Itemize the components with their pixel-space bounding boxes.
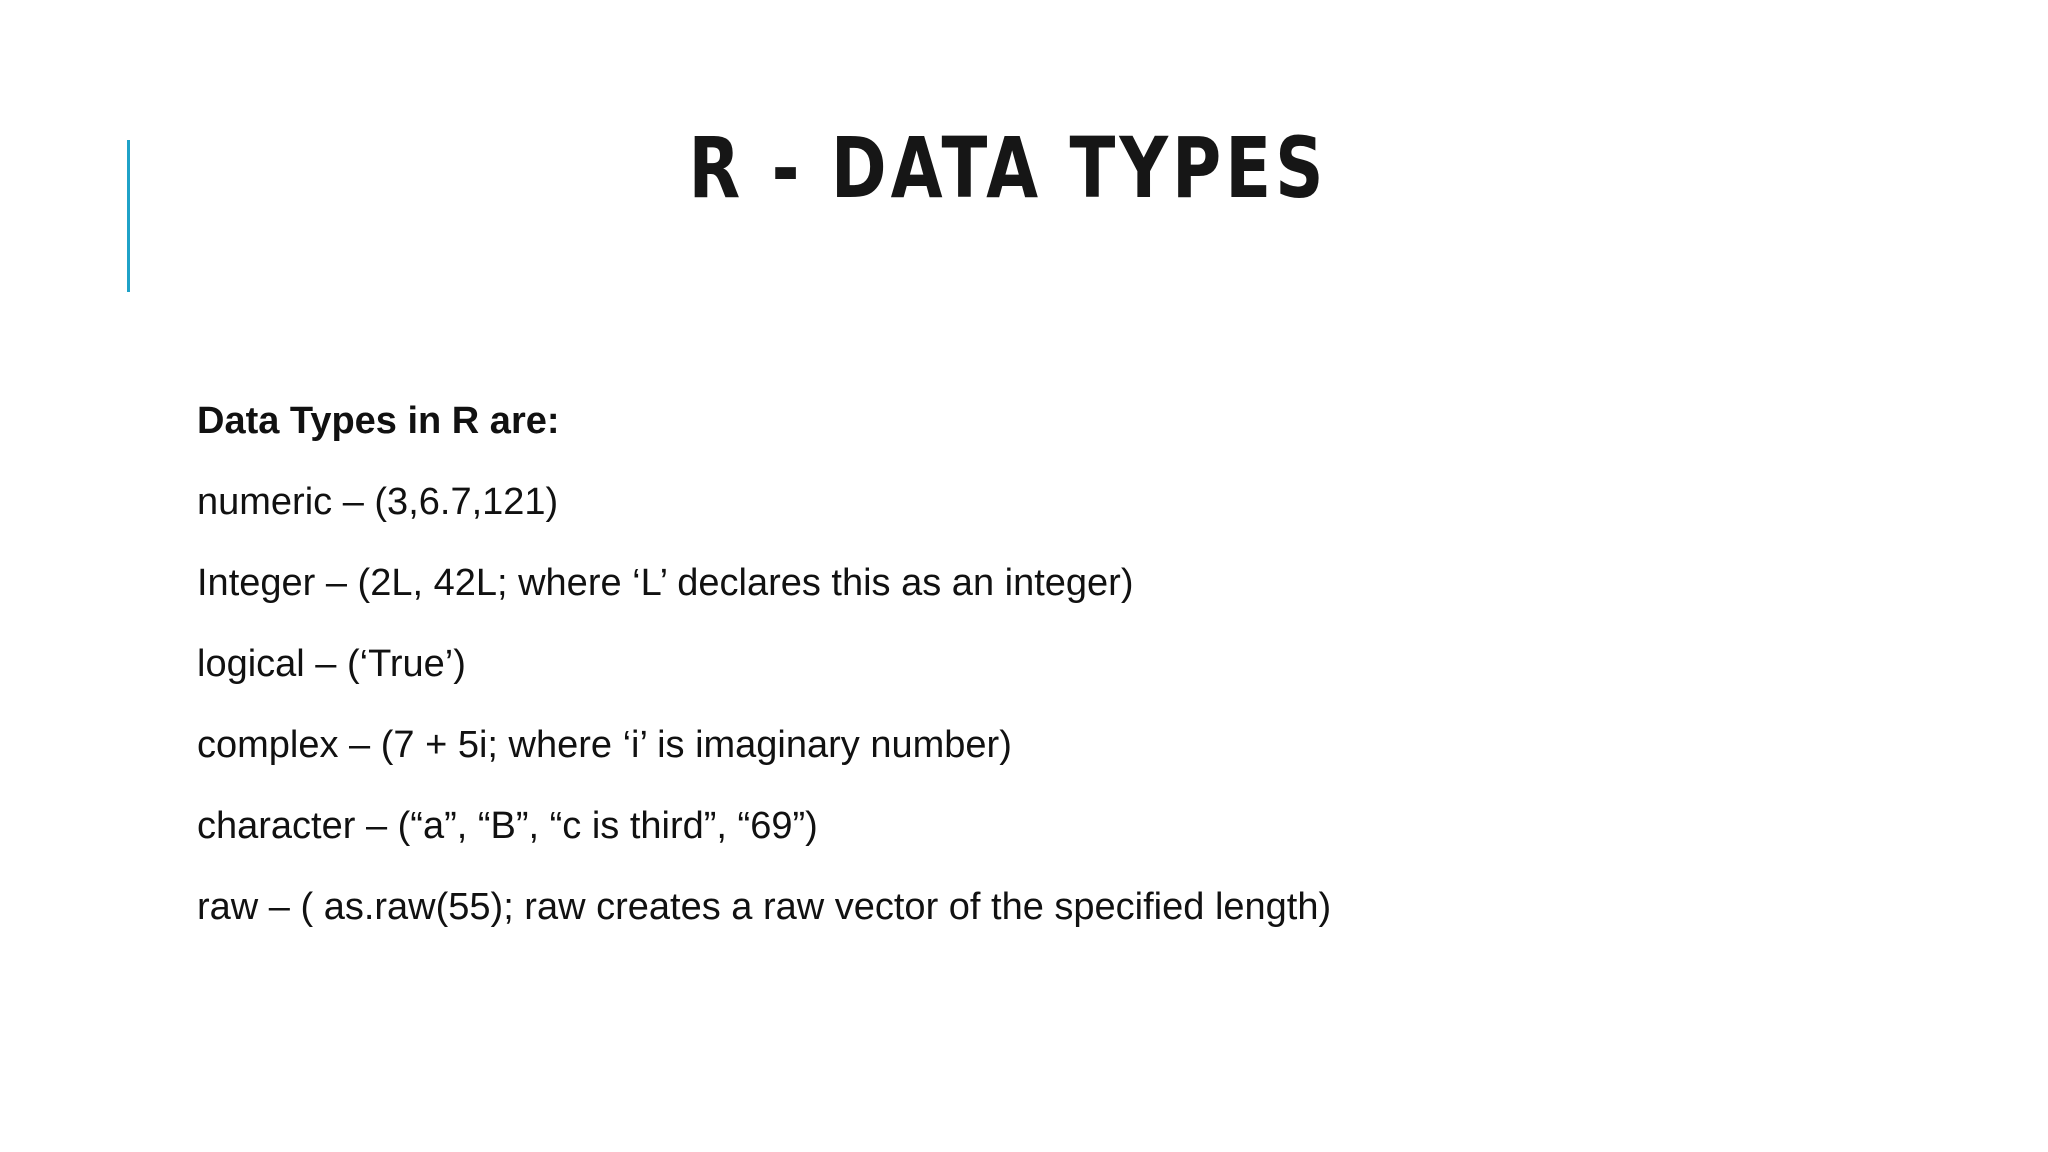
body-line-integer: Integer – (2L, 42L; where ‘L’ declares this as an integer) <box>197 562 1134 604</box>
body-line-numeric: numeric – (3,6.7,121) <box>197 481 559 523</box>
slide-body <box>197 390 1947 957</box>
body-line-raw: raw – ( as.raw(55); raw creates a raw vector of the specified length) <box>197 886 1332 928</box>
body-line-logical: logical – (‘True’) <box>197 643 466 685</box>
slide-title: R - DATA TYPES <box>688 119 1328 217</box>
body-line-character: character – (“a”, “B”, “c is third”, “69”) <box>197 805 818 847</box>
body-heading: Data Types in R are: <box>197 400 560 442</box>
body-line-complex: complex – (7 + 5i; where ‘i’ is imaginary number) <box>197 724 1012 766</box>
title-accent-bar <box>127 140 130 292</box>
